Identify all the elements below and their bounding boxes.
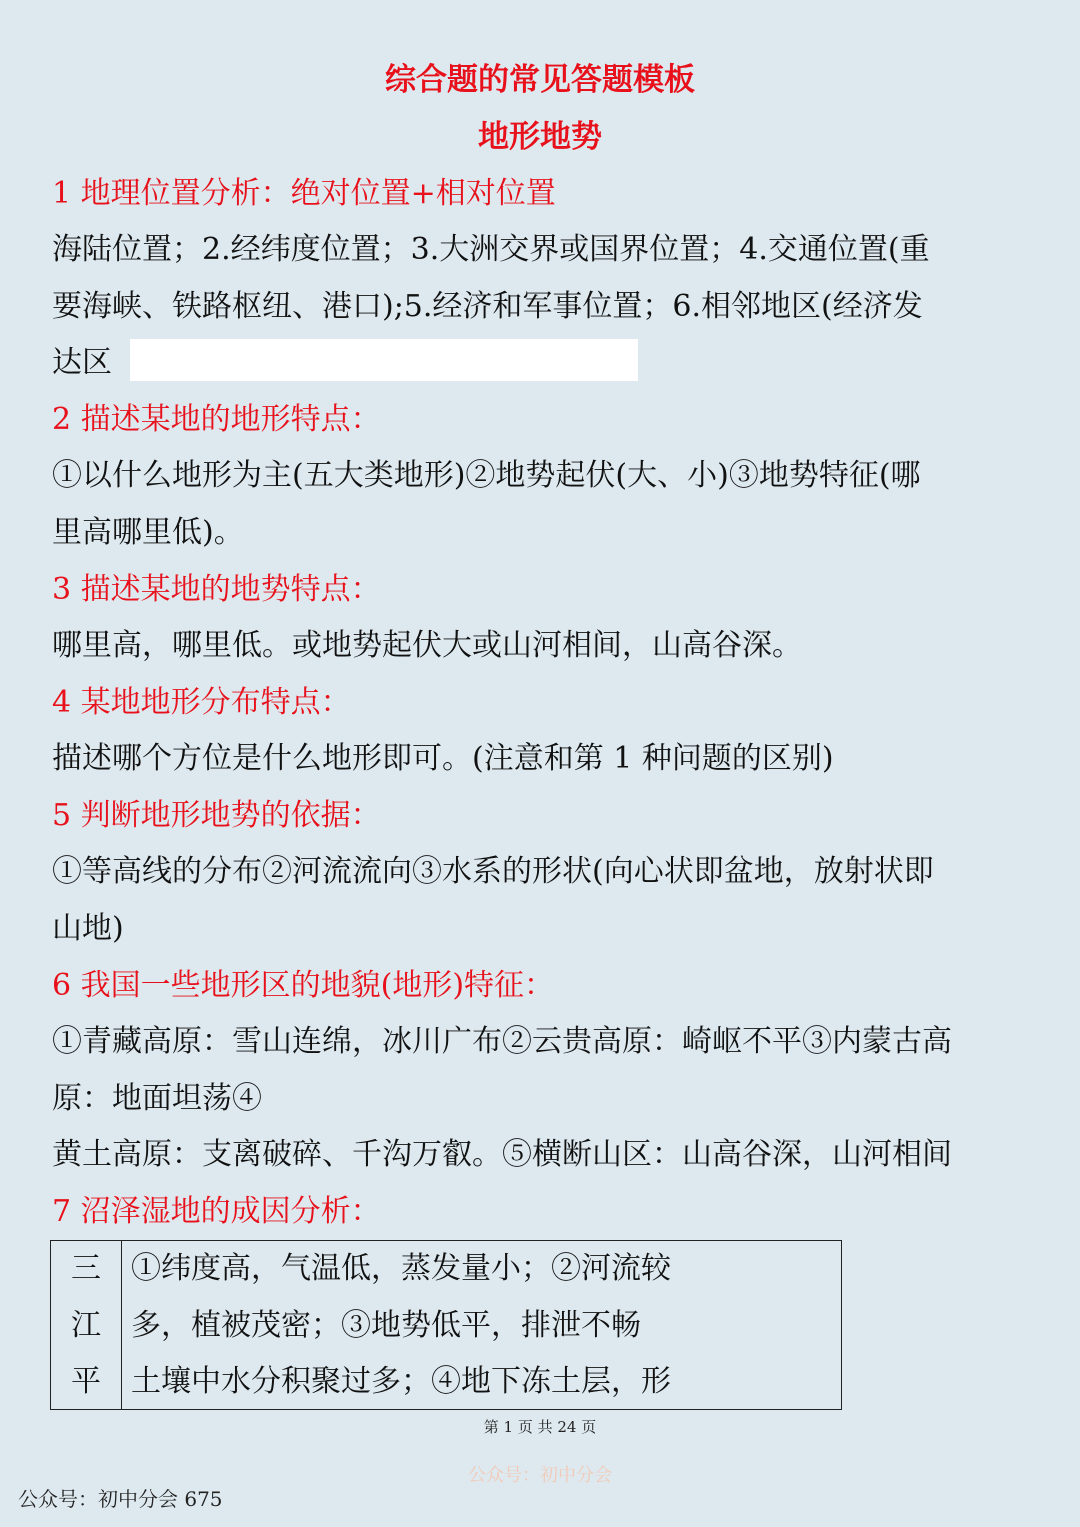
table-left-char-2: 江 xyxy=(71,1308,101,1343)
page-subtitle: 地形地势 xyxy=(478,119,602,155)
watermark-center: 公众号：初中分会 xyxy=(468,1465,612,1486)
section-5-line-2: 山地) xyxy=(52,911,124,946)
table-left-char-3: 平 xyxy=(71,1364,101,1399)
section-heading-5: 5 判断地形地势的依据： xyxy=(52,798,381,833)
table-left-char-1: 三 xyxy=(71,1251,101,1286)
redaction-box xyxy=(130,339,638,381)
table-right-line-2: 多，植被茂密；③地势低平，排泄不畅 xyxy=(131,1308,641,1343)
table-right-line-1: ①纬度高，气温低，蒸发量小；②河流较 xyxy=(131,1251,671,1286)
section-heading-6: 6 我国一些地形区的地貌(地形)特征： xyxy=(52,968,555,1003)
section-5-line-1: ①等高线的分布②河流流向③水系的形状(向心状即盆地，放射状即 xyxy=(52,854,934,889)
section-4-line-1: 描述哪个方位是什么地形即可。(注意和第 1 种问题的区别) xyxy=(52,741,834,776)
section-heading-1: 1 地理位置分析：绝对位置+相对位置 xyxy=(52,176,556,211)
section-6-line-3: 黄土高原：支离破碎、千沟万叡。⑤横断山区：山高谷深，山河相间 xyxy=(52,1137,952,1172)
section-2-line-1: ①以什么地形为主(五大类地形)②地势起伏(大、小)③地势特征(哪 xyxy=(52,458,921,493)
page-title: 综合题的常见答题模板 xyxy=(385,62,695,98)
section-6-line-1: ①青藏高原：雪山连绵，冰川广布②云贵高原：崎岖不平③内蒙古高 xyxy=(52,1024,952,1059)
table-column-divider xyxy=(121,1241,122,1409)
section-heading-4: 4 某地地形分布特点： xyxy=(52,685,351,720)
cause-table xyxy=(50,1240,842,1410)
section-heading-3: 3 描述某地的地势特点： xyxy=(52,572,381,607)
section-1-line-1: 海陆位置；2.经纬度位置；3.大洲交界或国界位置；4.交通位置(重 xyxy=(52,232,930,267)
section-1-line-2: 要海峡、铁路枢纽、港口);5.经济和军事位置；6.相邻地区(经济发 xyxy=(52,289,923,324)
section-1-line-3: 达区 xyxy=(52,345,112,380)
watermark-left: 公众号：初中分会 675 xyxy=(18,1487,223,1511)
section-2-line-2: 里高哪里低)。 xyxy=(52,515,244,550)
section-6-line-2: 原：地面坦荡④ xyxy=(52,1081,262,1116)
section-heading-2: 2 描述某地的地形特点： xyxy=(52,402,381,437)
section-3-line-1: 哪里高，哪里低。或地势起伏大或山河相间，山高谷深。 xyxy=(52,628,802,663)
section-heading-7: 7 沼泽湿地的成因分析： xyxy=(52,1194,381,1229)
table-right-line-3: 土壤中水分积聚过多；④地下冻土层，形 xyxy=(131,1364,671,1399)
page-number: 第 1 页 共 24 页 xyxy=(483,1418,597,1436)
